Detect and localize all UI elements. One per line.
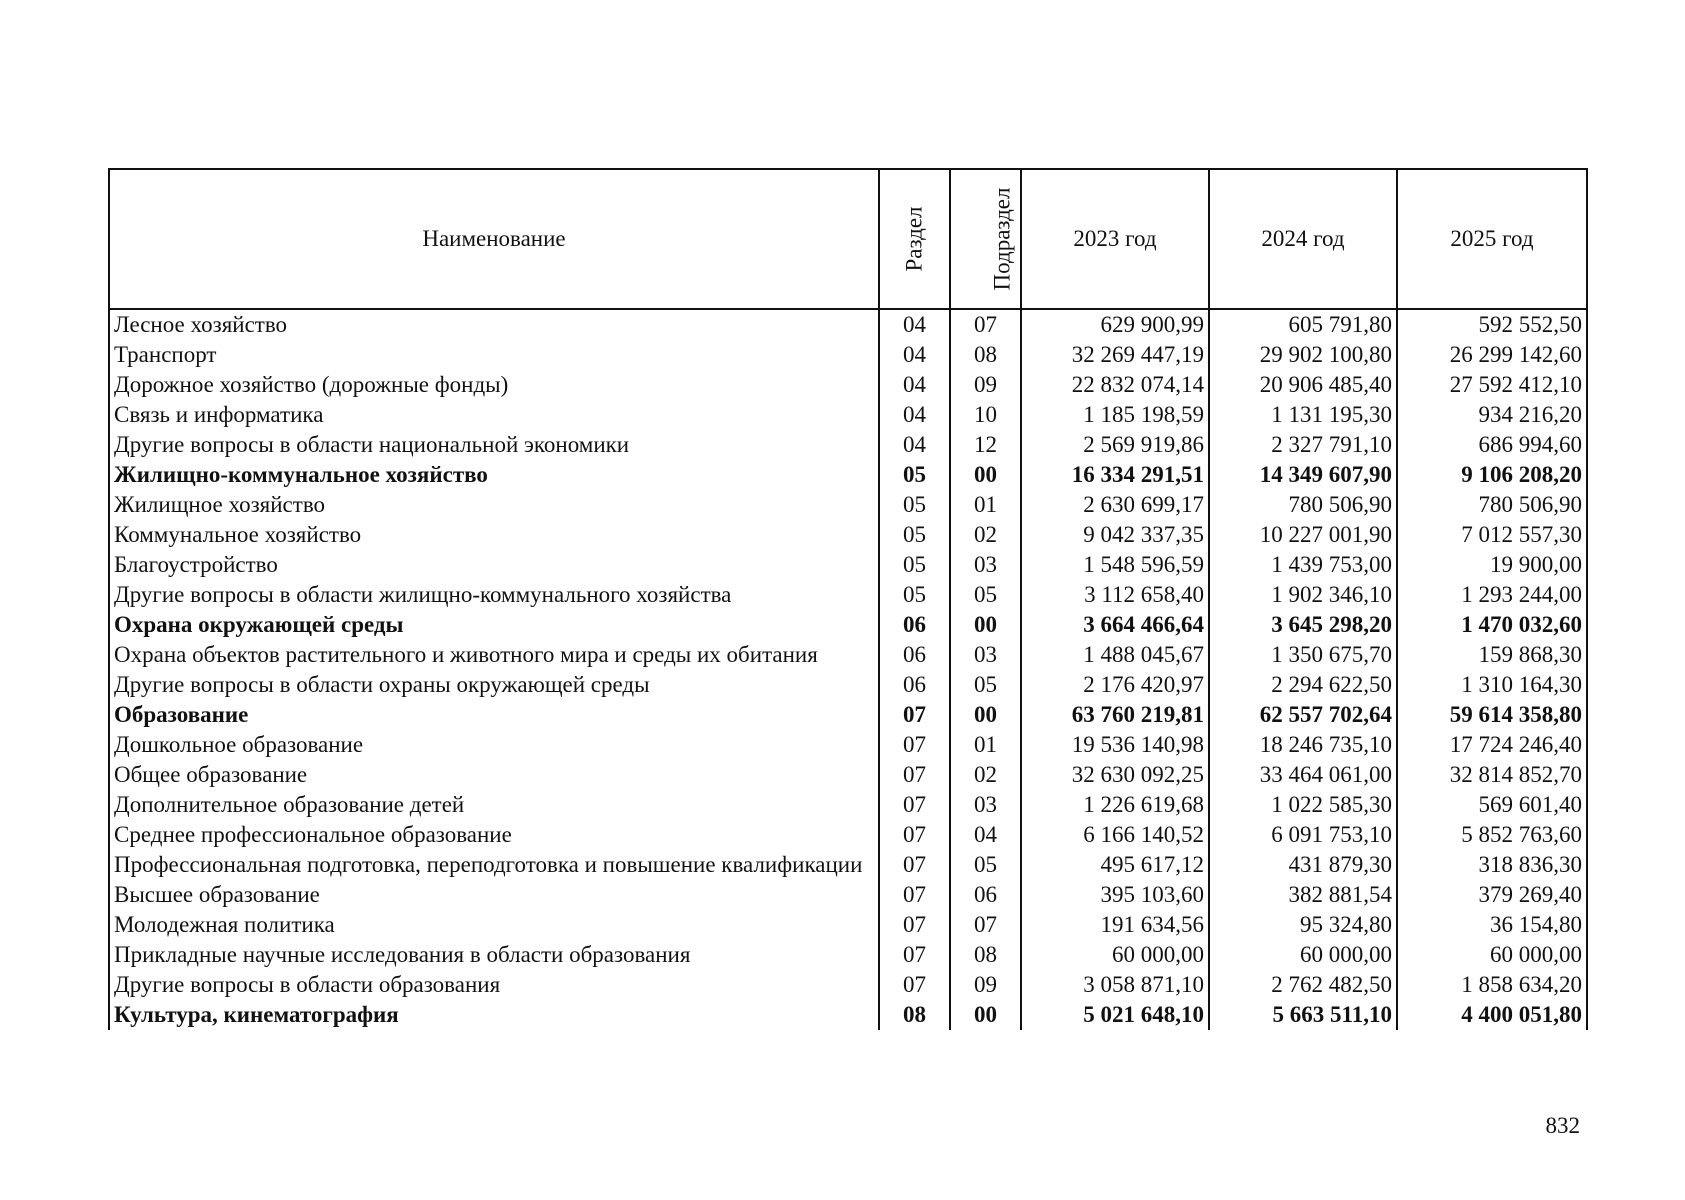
row-value-2024: 1 022 585,30 <box>1209 790 1397 820</box>
table-row <box>109 850 1587 880</box>
row-value-2025: 1 293 244,00 <box>1397 580 1587 610</box>
header-subsection <box>950 169 1021 309</box>
row-value-2025: 26 299 142,60 <box>1397 340 1587 370</box>
row-value-2023: 191 634,56 <box>1021 910 1209 940</box>
row-value-2023: 2 176 420,97 <box>1021 670 1209 700</box>
row-section: 07 <box>879 730 950 760</box>
row-value-2023: 495 617,12 <box>1021 850 1209 880</box>
row-value-2025: 32 814 852,70 <box>1397 760 1587 790</box>
row-value-2024: 62 557 702,64 <box>1209 700 1397 730</box>
row-subsection: 03 <box>950 640 1021 670</box>
row-name: Охрана объектов растительного и животного мира и среды их обитания <box>109 640 879 670</box>
row-value-2024: 5 663 511,10 <box>1209 1000 1397 1030</box>
table-body <box>109 309 1587 1030</box>
row-value-2024: 6 091 753,10 <box>1209 820 1397 850</box>
table-row <box>109 640 1587 670</box>
row-subsection: 07 <box>950 910 1021 940</box>
header-2023: 2023 год <box>1021 169 1209 309</box>
row-value-2025: 686 994,60 <box>1397 430 1587 460</box>
row-subsection: 08 <box>950 940 1021 970</box>
table-row <box>109 670 1587 700</box>
row-value-2023: 3 664 466,64 <box>1021 610 1209 640</box>
row-subsection: 02 <box>950 520 1021 550</box>
table-row <box>109 880 1587 910</box>
row-subsection: 09 <box>950 970 1021 1000</box>
header-subsection-label: Подраздел <box>989 187 1015 291</box>
table-row <box>109 940 1587 970</box>
table-row <box>109 610 1587 640</box>
row-section: 07 <box>879 940 950 970</box>
row-value-2023: 1 548 596,59 <box>1021 550 1209 580</box>
header-name: Наименование <box>109 169 879 309</box>
row-value-2024: 1 439 753,00 <box>1209 550 1397 580</box>
row-name: Другие вопросы в области охраны окружающей среды <box>109 670 879 700</box>
row-value-2025: 9 106 208,20 <box>1397 460 1587 490</box>
row-value-2025: 36 154,80 <box>1397 910 1587 940</box>
row-value-2024: 29 902 100,80 <box>1209 340 1397 370</box>
row-value-2025: 19 900,00 <box>1397 550 1587 580</box>
row-section: 07 <box>879 760 950 790</box>
row-section: 04 <box>879 340 950 370</box>
row-value-2023: 3 112 658,40 <box>1021 580 1209 610</box>
row-value-2023: 32 630 092,25 <box>1021 760 1209 790</box>
row-value-2024: 3 645 298,20 <box>1209 610 1397 640</box>
row-subsection: 05 <box>950 580 1021 610</box>
row-value-2025: 27 592 412,10 <box>1397 370 1587 400</box>
row-value-2024: 95 324,80 <box>1209 910 1397 940</box>
row-value-2023: 629 900,99 <box>1021 309 1209 340</box>
header-2025: 2025 год <box>1397 169 1587 309</box>
row-section: 07 <box>879 850 950 880</box>
row-value-2023: 6 166 140,52 <box>1021 820 1209 850</box>
row-value-2025: 5 852 763,60 <box>1397 820 1587 850</box>
table-row <box>109 460 1587 490</box>
row-value-2024: 1 350 675,70 <box>1209 640 1397 670</box>
table-row <box>109 730 1587 760</box>
row-value-2025: 592 552,50 <box>1397 309 1587 340</box>
row-value-2023: 60 000,00 <box>1021 940 1209 970</box>
row-value-2024: 780 506,90 <box>1209 490 1397 520</box>
row-value-2024: 431 879,30 <box>1209 850 1397 880</box>
row-name: Жилищное хозяйство <box>109 490 879 520</box>
row-section: 05 <box>879 460 950 490</box>
budget-table <box>108 168 1588 1030</box>
row-section: 04 <box>879 400 950 430</box>
table-row <box>109 700 1587 730</box>
row-subsection: 06 <box>950 880 1021 910</box>
row-subsection: 00 <box>950 610 1021 640</box>
row-value-2024: 2 762 482,50 <box>1209 970 1397 1000</box>
row-value-2023: 32 269 447,19 <box>1021 340 1209 370</box>
row-section: 06 <box>879 610 950 640</box>
row-value-2024: 2 327 791,10 <box>1209 430 1397 460</box>
row-value-2023: 2 630 699,17 <box>1021 490 1209 520</box>
row-value-2025: 59 614 358,80 <box>1397 700 1587 730</box>
row-value-2023: 22 832 074,14 <box>1021 370 1209 400</box>
row-section: 06 <box>879 640 950 670</box>
table-row <box>109 490 1587 520</box>
row-section: 05 <box>879 550 950 580</box>
row-name: Другие вопросы в области жилищно-коммунального хозяйства <box>109 580 879 610</box>
row-subsection: 01 <box>950 490 1021 520</box>
row-subsection: 05 <box>950 850 1021 880</box>
row-value-2024: 1 902 346,10 <box>1209 580 1397 610</box>
row-name: Другие вопросы в области образования <box>109 970 879 1000</box>
row-name: Охрана окружающей среды <box>109 610 879 640</box>
row-value-2023: 1 226 619,68 <box>1021 790 1209 820</box>
row-section: 05 <box>879 490 950 520</box>
row-value-2023: 19 536 140,98 <box>1021 730 1209 760</box>
row-subsection: 02 <box>950 760 1021 790</box>
row-subsection: 04 <box>950 820 1021 850</box>
row-value-2024: 60 000,00 <box>1209 940 1397 970</box>
row-name: Среднее профессиональное образование <box>109 820 879 850</box>
row-value-2025: 1 310 164,30 <box>1397 670 1587 700</box>
row-name: Лесное хозяйство <box>109 309 879 340</box>
table-row <box>109 309 1587 340</box>
row-section: 04 <box>879 309 950 340</box>
row-value-2025: 4 400 051,80 <box>1397 1000 1587 1030</box>
row-section: 07 <box>879 820 950 850</box>
row-subsection: 03 <box>950 790 1021 820</box>
table-row <box>109 910 1587 940</box>
table-row <box>109 820 1587 850</box>
row-section: 07 <box>879 880 950 910</box>
page-number: 832 <box>1545 1113 1580 1138</box>
row-section: 07 <box>879 910 950 940</box>
row-subsection: 05 <box>950 670 1021 700</box>
row-subsection: 00 <box>950 1000 1021 1030</box>
row-value-2024: 18 246 735,10 <box>1209 730 1397 760</box>
table-row <box>109 370 1587 400</box>
table-row <box>109 430 1587 460</box>
table-row <box>109 760 1587 790</box>
table-row <box>109 520 1587 550</box>
row-section: 07 <box>879 790 950 820</box>
row-name: Коммунальное хозяйство <box>109 520 879 550</box>
row-name: Благоустройство <box>109 550 879 580</box>
row-name: Дорожное хозяйство (дорожные фонды) <box>109 370 879 400</box>
row-value-2025: 60 000,00 <box>1397 940 1587 970</box>
row-value-2023: 5 021 648,10 <box>1021 1000 1209 1030</box>
row-subsection: 09 <box>950 370 1021 400</box>
row-value-2025: 7 012 557,30 <box>1397 520 1587 550</box>
header-section-label: Раздел <box>901 206 927 272</box>
row-subsection: 00 <box>950 700 1021 730</box>
row-subsection: 12 <box>950 430 1021 460</box>
row-value-2024: 14 349 607,90 <box>1209 460 1397 490</box>
row-name: Прикладные научные исследования в области образования <box>109 940 879 970</box>
row-subsection: 00 <box>950 460 1021 490</box>
table-row <box>109 340 1587 370</box>
row-section: 05 <box>879 520 950 550</box>
table-row <box>109 400 1587 430</box>
row-value-2025: 780 506,90 <box>1397 490 1587 520</box>
row-value-2023: 2 569 919,86 <box>1021 430 1209 460</box>
row-value-2024: 20 906 485,40 <box>1209 370 1397 400</box>
row-section: 05 <box>879 580 950 610</box>
row-value-2023: 3 058 871,10 <box>1021 970 1209 1000</box>
row-subsection: 07 <box>950 309 1021 340</box>
table-row <box>109 550 1587 580</box>
row-section: 07 <box>879 700 950 730</box>
row-value-2023: 63 760 219,81 <box>1021 700 1209 730</box>
row-value-2023: 1 185 198,59 <box>1021 400 1209 430</box>
row-name: Дополнительное образование детей <box>109 790 879 820</box>
row-value-2025: 1 470 032,60 <box>1397 610 1587 640</box>
row-subsection: 01 <box>950 730 1021 760</box>
row-section: 06 <box>879 670 950 700</box>
row-value-2025: 318 836,30 <box>1397 850 1587 880</box>
table-header <box>109 169 1587 309</box>
row-value-2024: 33 464 061,00 <box>1209 760 1397 790</box>
row-name: Культура, кинематография <box>109 1000 879 1030</box>
row-value-2024: 382 881,54 <box>1209 880 1397 910</box>
row-name: Общее образование <box>109 760 879 790</box>
row-section: 04 <box>879 370 950 400</box>
row-value-2023: 9 042 337,35 <box>1021 520 1209 550</box>
row-section: 08 <box>879 1000 950 1030</box>
row-value-2024: 1 131 195,30 <box>1209 400 1397 430</box>
row-value-2025: 934 216,20 <box>1397 400 1587 430</box>
table-row <box>109 1000 1587 1030</box>
table-row <box>109 970 1587 1000</box>
row-value-2024: 10 227 001,90 <box>1209 520 1397 550</box>
row-name: Дошкольное образование <box>109 730 879 760</box>
row-name: Образование <box>109 700 879 730</box>
row-value-2023: 1 488 045,67 <box>1021 640 1209 670</box>
row-value-2025: 17 724 246,40 <box>1397 730 1587 760</box>
row-value-2025: 159 868,30 <box>1397 640 1587 670</box>
row-name: Связь и информатика <box>109 400 879 430</box>
row-subsection: 08 <box>950 340 1021 370</box>
row-name: Жилищно-коммунальное хозяйство <box>109 460 879 490</box>
row-name: Другие вопросы в области национальной экономики <box>109 430 879 460</box>
row-name: Профессиональная подготовка, переподготовка и повышение квалификации <box>109 850 879 880</box>
row-name: Транспорт <box>109 340 879 370</box>
row-value-2024: 2 294 622,50 <box>1209 670 1397 700</box>
row-subsection: 03 <box>950 550 1021 580</box>
row-value-2025: 569 601,40 <box>1397 790 1587 820</box>
row-value-2023: 395 103,60 <box>1021 880 1209 910</box>
row-value-2023: 16 334 291,51 <box>1021 460 1209 490</box>
table-row <box>109 790 1587 820</box>
header-section <box>879 169 950 309</box>
row-value-2024: 605 791,80 <box>1209 309 1397 340</box>
row-name: Молодежная политика <box>109 910 879 940</box>
row-value-2025: 1 858 634,20 <box>1397 970 1587 1000</box>
row-name: Высшее образование <box>109 880 879 910</box>
row-value-2025: 379 269,40 <box>1397 880 1587 910</box>
row-section: 04 <box>879 430 950 460</box>
row-subsection: 10 <box>950 400 1021 430</box>
table-row <box>109 580 1587 610</box>
header-2024: 2024 год <box>1209 169 1397 309</box>
row-section: 07 <box>879 970 950 1000</box>
